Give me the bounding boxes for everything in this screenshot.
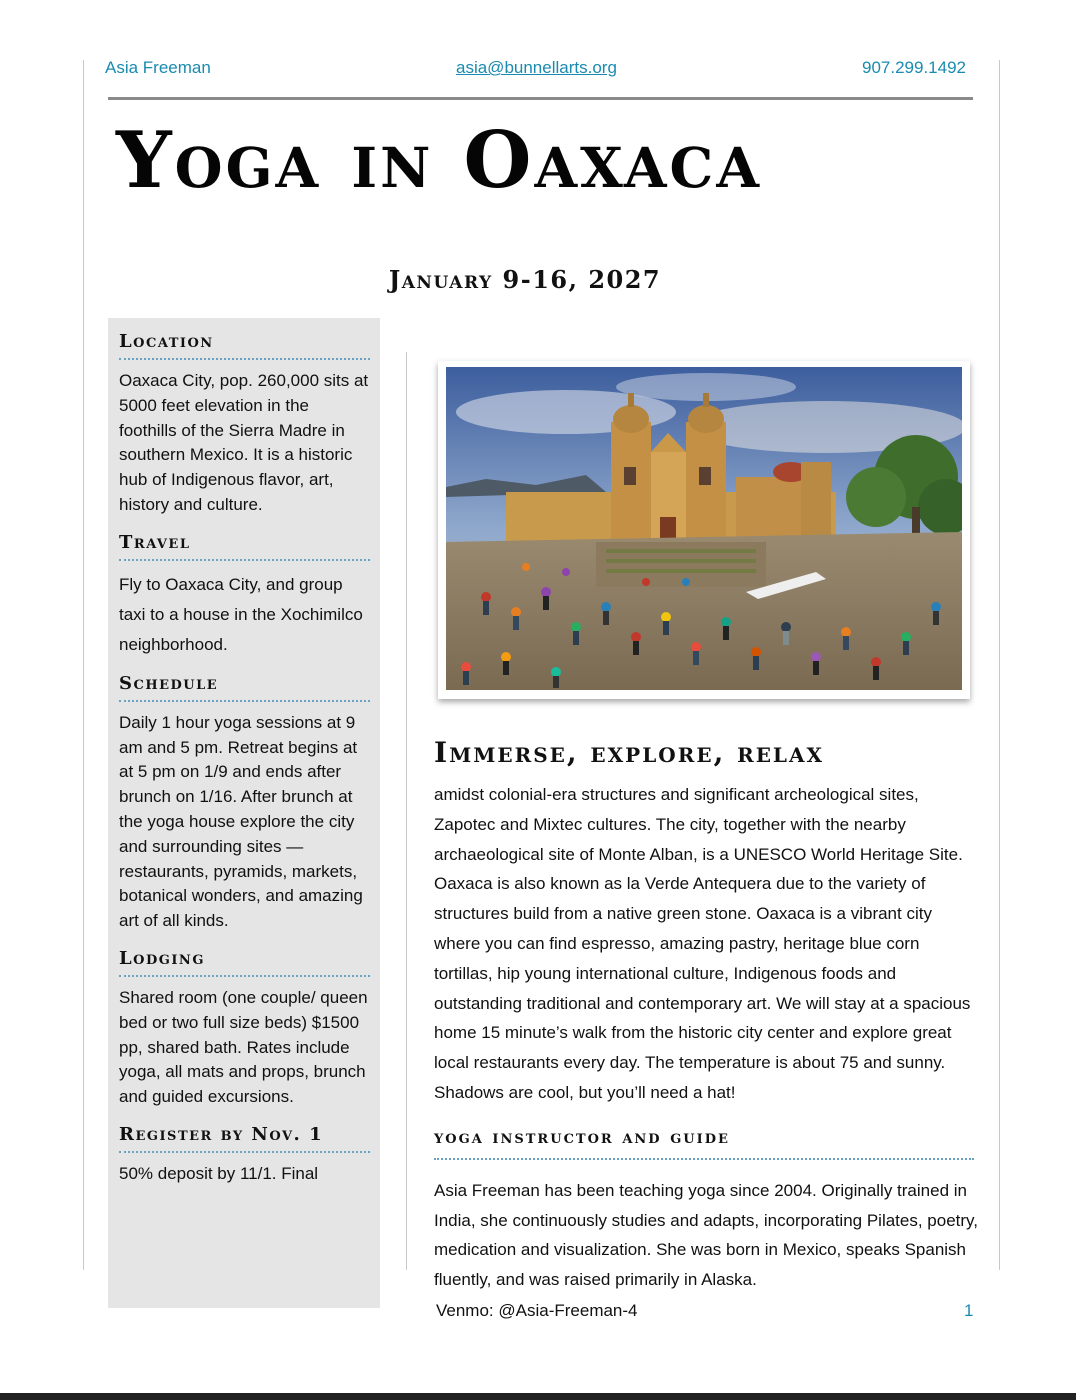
page-title: Yoga in Oaxaca bbox=[116, 115, 762, 206]
left-margin-rule bbox=[83, 60, 84, 1270]
page-number: 1 bbox=[964, 1301, 974, 1320]
venmo-handle: Venmo: @Asia-Freeman-4 bbox=[436, 1301, 638, 1320]
column-divider bbox=[406, 352, 407, 1270]
lodging-heading: Lodging bbox=[119, 947, 370, 977]
location-heading: Location bbox=[119, 330, 370, 360]
header-phone: 907.299.1492 bbox=[862, 58, 966, 77]
bottom-edge-bar bbox=[0, 1393, 1076, 1400]
lodging-text: Shared room (one couple/ queen bed or two full size beds) $1500 pp, shared bath. Rates include yoga, all mats and props, brunch and guided excursions. bbox=[119, 987, 368, 1107]
event-dates: January 9-16, 2027 bbox=[388, 265, 662, 294]
immerse-heading: Immerse, explore, relax bbox=[434, 736, 825, 769]
oaxaca-cathedral-photo bbox=[438, 361, 970, 699]
location-text: Oaxaca City, pop. 260,000 sits at 5000 feet elevation in the foothills of the Sierra Madre in southern Mexico. It is a historic hub of Indigenous flavor, art, history and culture. bbox=[119, 371, 369, 514]
header-divider bbox=[108, 97, 973, 100]
schedule-heading: Schedule bbox=[119, 672, 370, 702]
right-margin-rule bbox=[999, 60, 1000, 1270]
travel-heading: Travel bbox=[119, 531, 370, 561]
register-heading: Register by Nov. 1 bbox=[119, 1123, 370, 1153]
instructor-heading: yoga instructor and guide bbox=[434, 1126, 974, 1160]
register-text: 50% deposit by 11/1. Final bbox=[119, 1163, 319, 1183]
header-name: Asia Freeman bbox=[105, 58, 211, 77]
header-email-link[interactable]: asia@bunnellarts.org bbox=[456, 58, 617, 77]
instructor-text: Asia Freeman has been teaching yoga since 2004. Originally trained in India, she continuously studies and adapts, incorporating Pilates, poetry, medication and visualization. She was born in Mexico, speaks Spanish fluently, and was raised primarily in Alaska. bbox=[434, 1181, 979, 1289]
info-sidebar bbox=[108, 318, 380, 1308]
travel-text: Fly to Oaxaca City, and group taxi to a house in the Xochimilco neighborhood. bbox=[119, 574, 363, 654]
schedule-text: Daily 1 hour yoga sessions at 9 am and 5 pm. Retreat begins at at 5 pm on 1/9 and ends after brunch on 1/16. After brunch at the yoga house explore the city and surrounding sites — restaurants, pyramids, markets, botanical wonders, and amazing art of all kinds. bbox=[119, 712, 363, 931]
immerse-text: amidst colonial-era structures and significant archeological sites, Zapotec and Mixtec cultures. The city, together with the nearby archaeological site of Monte Alban, is a UNESCO World Heritage Site. Oaxaca is also known as la Verde Antequera due to the variety of structures build from a native green stone. Oaxaca is a vibrant city where you can find espresso, amazing pastry, heritage blue corn tortillas, hip young international culture, Indigenous foods and outstanding traditional and contemporary art. We will stay at a spacious home 15 minute’s walk from the historic city center and explore great local restaurants every day. The temperature is about 75 and sunny. Shadows are cool, but you’ll need a hat! bbox=[434, 785, 971, 1102]
